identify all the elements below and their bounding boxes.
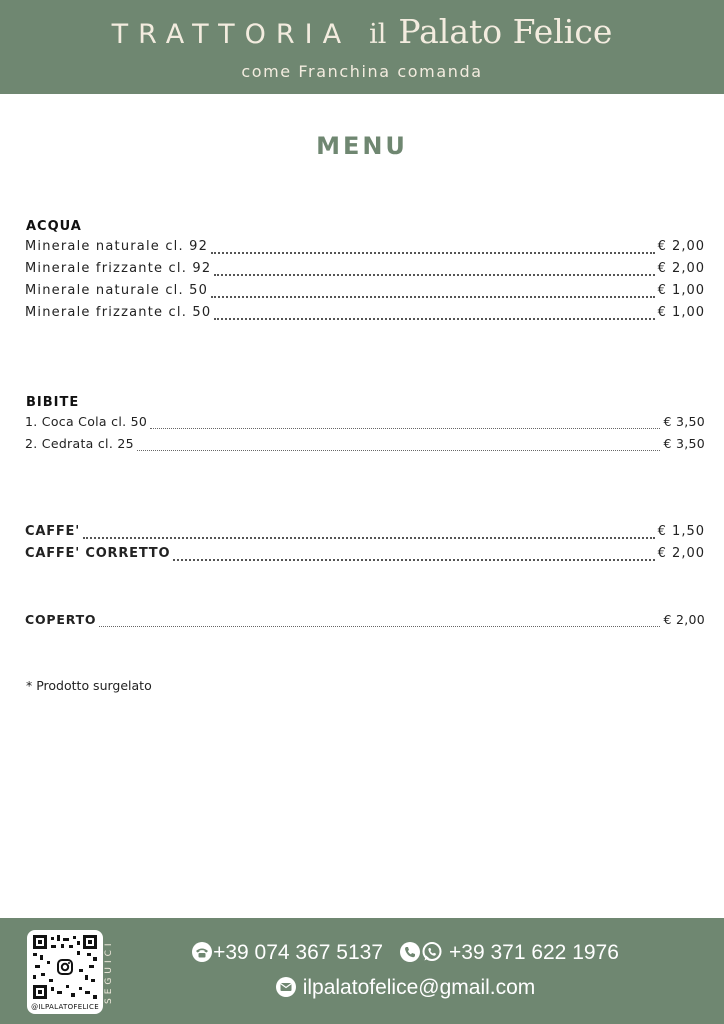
leader-dots [214, 273, 654, 276]
leader-dots [211, 295, 655, 298]
menu-item-caffe [25, 524, 705, 544]
phone-icon [399, 941, 421, 963]
item-label: CAFFE' CORRETTO [25, 546, 171, 561]
title-trattoria: TRATTORIA [111, 19, 352, 50]
item-label: CAFFE' [25, 524, 81, 539]
leader-dots [214, 317, 654, 320]
menu-item [25, 436, 705, 456]
qr-label: @ILPALATOFELICE [31, 1003, 99, 1011]
footnote: * Prodotto surgelato [26, 678, 152, 693]
item-price: € 3,50 [663, 414, 705, 429]
item-label: Minerale frizzante cl. 50 [25, 305, 212, 320]
tagline: come Franchina comanda [241, 62, 483, 81]
item-label: Minerale frizzante cl. 92 [25, 261, 212, 276]
menu-item [25, 283, 705, 303]
menu-item-coperto [25, 612, 705, 632]
leader-dots [83, 536, 655, 539]
item-price: € 1,00 [657, 283, 705, 298]
menu-item [25, 239, 705, 259]
title-name: Palato Felice [398, 12, 613, 51]
item-price: € 2,00 [657, 546, 705, 561]
phone-number-1[interactable]: +39 074 367 5137 [213, 941, 383, 964]
seguici-label: SEGUICI [104, 939, 114, 1005]
item-price: € 2,00 [657, 261, 705, 276]
leader-dots [211, 251, 655, 254]
item-price: € 2,00 [657, 239, 705, 254]
item-label: 2. Cedrata cl. 25 [25, 436, 134, 451]
telephone-icon [191, 941, 213, 963]
title-il: il [369, 19, 387, 50]
item-price: € 2,00 [663, 612, 705, 627]
restaurant-title [0, 12, 724, 51]
menu-item [25, 261, 705, 281]
item-price: € 1,50 [657, 524, 705, 539]
leader-dots [137, 449, 661, 451]
email-address[interactable]: ilpalatofelice@gmail.com [302, 976, 536, 999]
leader-dots [99, 625, 660, 627]
menu-item [25, 414, 705, 434]
section-heading-bibite: BIBITE [26, 395, 80, 410]
item-price: € 1,00 [657, 305, 705, 320]
phone-number-2[interactable]: +39 371 622 1976 [449, 941, 619, 964]
item-label: Minerale naturale cl. 92 [25, 239, 209, 254]
leader-dots [150, 427, 660, 429]
section-heading-acqua: ACQUA [26, 219, 82, 234]
menu-item-caffe-corretto [25, 546, 705, 566]
whatsapp-icon [421, 941, 443, 963]
header-banner [0, 0, 724, 94]
item-price: € 3,50 [663, 436, 705, 451]
email-line [0, 976, 724, 1000]
phone-line [0, 941, 724, 965]
menu-title: MENU [316, 132, 408, 160]
item-label: COPERTO [25, 612, 97, 627]
item-label: Minerale naturale cl. 50 [25, 283, 209, 298]
email-icon [275, 976, 297, 998]
item-label: 1. Coca Cola cl. 50 [25, 414, 148, 429]
leader-dots [173, 558, 654, 561]
footer-banner [0, 918, 724, 1024]
menu-item [25, 305, 705, 325]
